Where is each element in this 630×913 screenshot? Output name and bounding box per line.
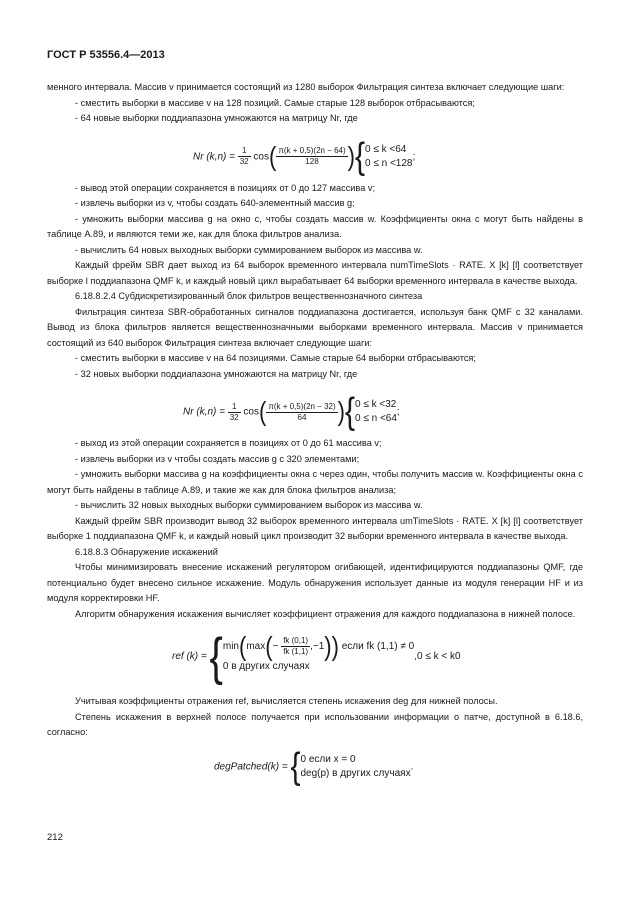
- paragraph: менного интервала. Массив v принимается состоящий из 1280 выборок Фильтрация синтеза включает следующие шаги:: [47, 82, 565, 92]
- paragraph: - извлечь выборки из v чтобы создать массив g с 320 элементами;: [75, 453, 360, 464]
- conditions: 0 ≤ k <64 0 ≤ n <128: [365, 143, 413, 169]
- argument-fraction: $\frac{\pi(k + 0,5)(2n - 32)}{64}$: [268, 401, 336, 422]
- document-header: ГОСТ Р 53556.4—2013: [47, 49, 165, 61]
- formula-nr-128: Nr (k,n) = $\frac{1}{32}$ cos( $\frac{\pi(k + 0,5)(2n - 64)}{128}$ ){ 0 ≤ k <64 0 ≤ n <128 ;: [193, 135, 416, 177]
- ref-cases: min(max(− $\frac{fk (0,1)}{fk (1,1)}$ ,−1)) если fk (1,1) ≠ 0 0 в других случаях: [222, 630, 415, 673]
- paragraph: Каждый фрейм SBR производит вывод 32 выборок временного интервала umTimeSlots · RATE. X [k] [l] соответствует выборке 1 поддиапазона QMF k, и каждый новый цикл производит 32 выборки временного интервала в качестве выхода.: [47, 515, 583, 541]
- conditions: 0 ≤ k <32 0 ≤ n <64: [355, 399, 397, 424]
- document-body: [47, 80, 583, 797]
- paragraph: - вычислить 64 новых выходных выборки суммированием выборок из массива w.: [75, 244, 423, 255]
- paragraph: Степень искажения в верхней полосе получается при использовании информации о патче, доступной в 6.18.6, согласно:: [47, 711, 583, 737]
- formula-lhs: Nr (k,n) =: [193, 151, 235, 163]
- cos-function: cos: [243, 406, 259, 418]
- paragraph: - 32 новых выборки поддиапазона умножаются на матрицу Nr, где: [75, 368, 358, 379]
- paragraph: Учитывая коэффициенты отражения ref, вычисляется степень искажения deg для нижней полосы.: [75, 696, 498, 706]
- paragraph: - вывод этой операции сохраняется в позициях от 0 до 127 массива v;: [75, 182, 376, 193]
- ratio-fraction: $\frac{fk (0,1)}{fk (1,1)}$: [283, 636, 309, 656]
- paragraph: - умножить выборки массива g на коэффициенты окна c через один, чтобы получить массив w. Коэффициенты окна c могут быть найдены в таблице А.89, и такие же как для блока фильтров анализа;: [47, 469, 583, 495]
- paragraph: - 64 новые выборки поддиапазона умножаются на матрицу Nr, где: [75, 113, 358, 123]
- section-heading: 6.18.8.2.4 Субдискретизированный блок фильтров вещественнозначного синтеза: [75, 291, 423, 301]
- paragraph: - вычислить 32 новых выходных выборки суммированием выборок из массива w.: [75, 500, 423, 510]
- section-heading: 6.18.8.3 Обнаружение искажений: [75, 546, 218, 557]
- paragraph: - извлечь выборки из v, чтобы создать 640-элементный массив g;: [75, 198, 355, 208]
- paragraph: Фильтрация синтеза SBR-обработанных сигналов поддиапазона достигается, используя банк QMF с 32 каналами. Вывод из блока фильтров является вещественнозначными выборками временного интервала. Массив v принимается состоящий из 640 выборок Фильтрация синтеза включает следующие шаги:: [47, 306, 583, 348]
- formula-lhs: Nr (k,n) =: [183, 406, 225, 418]
- paragraph: Чтобы минимизировать внесение искажений регулятором огибающей, идентифицируются поддиапазоны QMF, где потенциально будет внесено сильное искажение. Модуль обнаружения использует данные из модуля генерации HF и из модуля корректировки HF.: [47, 562, 583, 603]
- degpatched-cases: 0 если x = 0 deg(p) в других случаях: [300, 753, 411, 779]
- paragraph: Каждый фрейм SBR дает выход из 64 выборок временного интервала numTimeSlots · RATE. X [k] [l] соответствует выборке l поддиапазона QMF k, и каждый новый цикл вырабатывает 64 выборки временного интервала в качестве выхода.: [47, 260, 583, 286]
- paragraph: - умножить выборки массива g на окно c, чтобы создать массив w. Коэффициенты окна c могут быть найдены в таблице А.89, и являются теми же, как для блока фильтров анализа.: [47, 213, 583, 239]
- formula-lhs: degPatched(k) =: [214, 761, 288, 773]
- paragraph: Алгоритм обнаружения искажения вычисляет коэффициент отражения для каждого поддиапазона в нижней полосе.: [75, 608, 576, 619]
- paragraph: - сместить выборки в массиве v на 128 позиций. Самые старые 128 выборок отбрасываются;: [75, 97, 475, 108]
- argument-fraction: $\frac{\pi(k + 0,5)(2n - 64)}{128}$: [278, 146, 346, 166]
- cos-function: cos: [253, 151, 269, 163]
- page-number: 212: [47, 832, 63, 843]
- formula-ref: ref (k) = { min(max(− $\frac{fk (0,1)}{fk (1,1)}$ ,−1)) если fk (1,1) ≠ 0 0 в других случаях ,0 ≤ k < k0: [172, 627, 461, 686]
- paragraph: - выход из этой операции сохраняется в позициях от 0 до 61 массива v;: [75, 438, 382, 448]
- coef-fraction: $\frac{1}{32}$: [229, 401, 239, 422]
- paragraph: - сместить выборки в массиве v на 64 позициями. Самые старые 64 выборки отбрасываются;: [75, 353, 476, 363]
- formula-degpatched: degPatched(k) = { 0 если x = 0 deg(p) в других случаях .: [214, 745, 414, 787]
- formula-lhs: ref (k) =: [172, 651, 207, 663]
- coef-fraction: $\frac{1}{32}$: [239, 146, 249, 166]
- formula-nr-64: Nr (k,n) = $\frac{1}{32}$ cos( $\frac{\pi(k + 0,5)(2n - 32)}{64}$ ){ 0 ≤ k <32 0 ≤ n <64 ;: [183, 390, 400, 432]
